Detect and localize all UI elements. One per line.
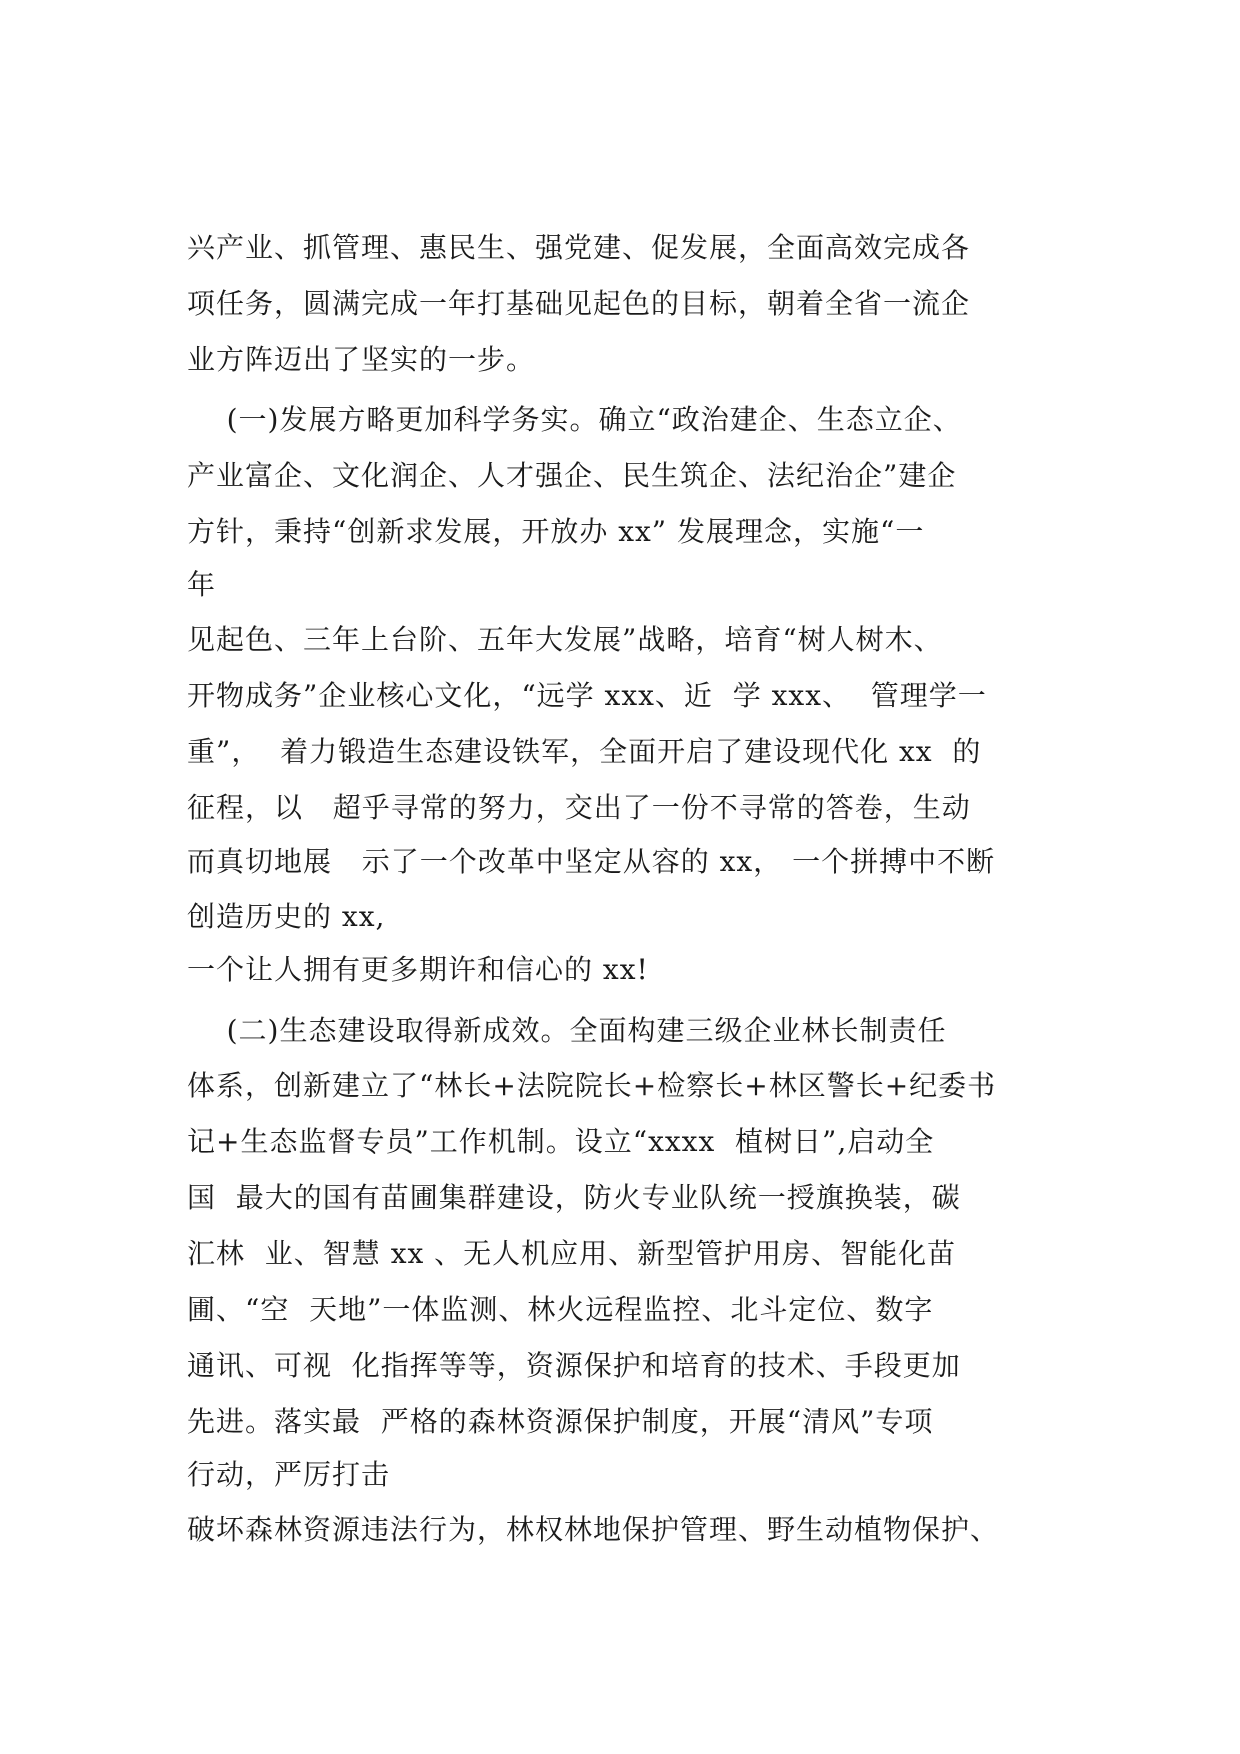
text-line: 创造历史的 xx, [187, 900, 386, 933]
text-line: 行动，严厉打击 [187, 1458, 391, 1491]
text-line: 业方阵迈出了坚实的一步。 [187, 343, 536, 376]
text-line: 记+生态监督专员”工作机制。设立“xxxx 植树日”,启动全 [187, 1125, 935, 1158]
text-line: 开物成务”企业核心文化，“远学 xxx、近 学 xxx、 管理学一 [187, 679, 987, 712]
text-line: 年 [187, 568, 217, 601]
text-line: 产业富企、文化润企、人才强企、民生筑企、法纪治企”建企 [187, 459, 957, 492]
text-line: 征程，以 超乎寻常的努力，交出了一份不寻常的答卷，生动 [187, 791, 971, 824]
paragraph-2-heading-line: (二)生态建设取得新成效。全面构建三级企业林长制责任 [187, 1014, 947, 1047]
text-line: 兴产业、抓管理、惠民生、强党建、促发展，全面高效完成各 [187, 231, 971, 264]
text-line: 体系，创新建立了“林长+法院院长+检察长+林区警长+纪委书 [187, 1069, 997, 1102]
text-line: 见起色、三年上台阶、五年大发展”战略，培育“树人树木、 [187, 623, 943, 656]
text-line: 重”， 着力锻造生态建设铁军，全面开启了建设现代化 xx 的 [187, 735, 982, 768]
text-line: 方针，秉持“创新求发展，开放办 xx” 发展理念，实施“一 [187, 515, 925, 548]
paragraph-1-heading-line: (一)发展方略更加科学务实。确立“政治建企、生态立企、 [187, 403, 962, 436]
text-line: 先进。落实最 严格的森林资源保护制度，开展“清风”专项 [187, 1405, 934, 1438]
text-line: 项任务，圆满完成一年打基础见起色的目标，朝着全省一流企 [187, 287, 971, 320]
text-line: 而真切地展 示了一个改革中坚定从容的 xx， 一个拼搏中不断 [187, 845, 996, 878]
text-line: 破坏森林资源违法行为，林权林地保护管理、野生动植物保护、 [187, 1513, 1000, 1546]
text-line: 通讯、可视 化指挥等等，资源保护和培育的技术、手段更加 [187, 1349, 961, 1382]
text-line: 一个让人拥有更多期许和信心的 xx! [187, 953, 649, 986]
text-line: 国 最大的国有苗圃集群建设，防火专业队统一授旗换装，碳 [187, 1181, 961, 1214]
text-line: 圃、“空 天地”一体监测、林火远程监控、北斗定位、数字 [187, 1293, 934, 1326]
text-line: 汇林 业、智慧 xx 、无人机应用、新型管护用房、智能化苗 [187, 1237, 957, 1270]
